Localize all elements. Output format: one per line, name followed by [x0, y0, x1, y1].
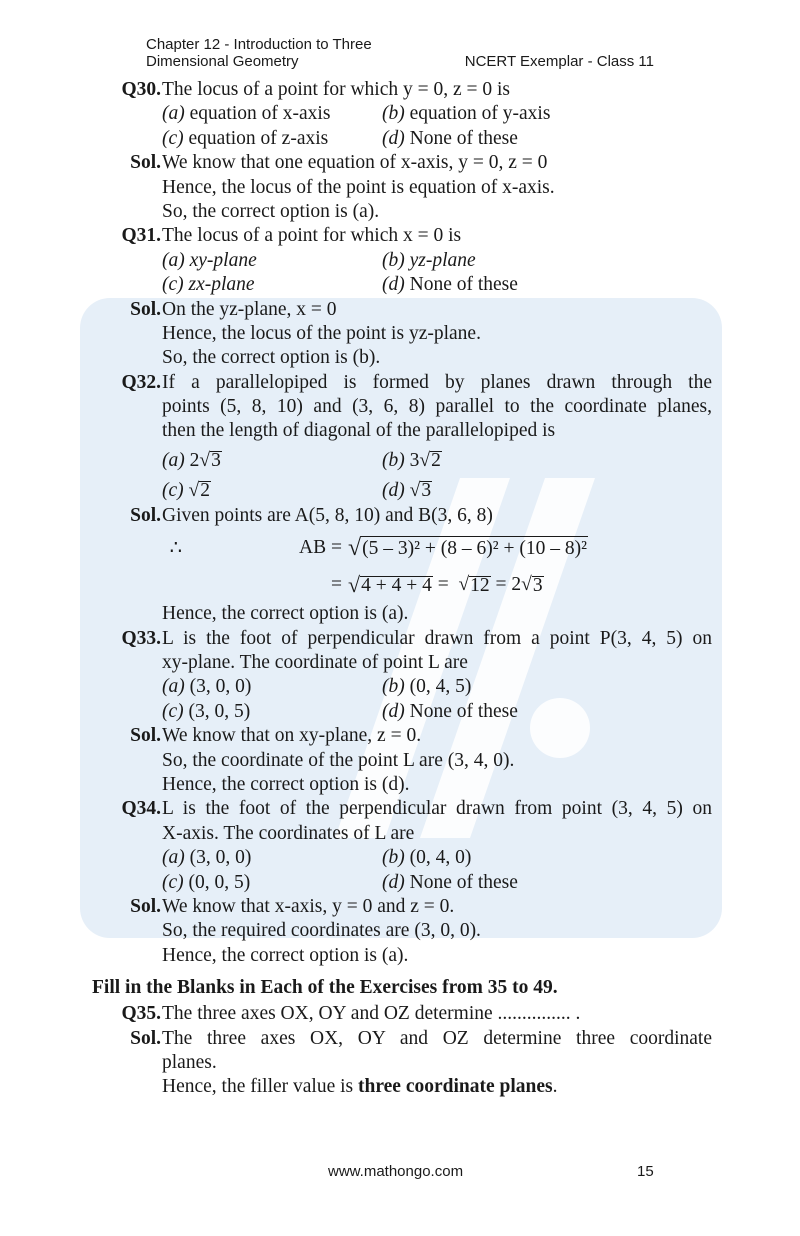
option-a: (a) xy-plane — [162, 249, 257, 271]
equals-sign: = — [331, 574, 342, 596]
q32-options-ab — [92, 444, 712, 474]
option-b: (b) yz-plane — [382, 249, 476, 271]
solution-label: Sol. — [130, 725, 161, 747]
q34-question — [92, 797, 712, 821]
solution-text: Hence, the correct option is (a). — [162, 944, 409, 966]
solution-label: Sol. — [130, 504, 161, 526]
solution-label: Sol. — [130, 1027, 161, 1049]
chapter-title-line1: Chapter 12 - Introduction to Three — [146, 36, 372, 53]
footer-url: www.mathongo.com — [328, 1163, 464, 1180]
radical-expression: 3 — [532, 574, 543, 596]
option-d: (d) None of these — [382, 127, 518, 149]
q31-question — [92, 224, 712, 248]
solution-text: Hence, the locus of the point is equation of x-axis. — [162, 176, 555, 198]
option-a: (a) equation of x-axis — [162, 103, 331, 125]
option-a: (a) (3, 0, 0) — [162, 676, 252, 698]
question-label: Q34. — [121, 798, 161, 820]
solution-text: So, the required coordinates are (3, 0, 0). — [162, 920, 481, 942]
solution-text: So, the correct option is (b). — [162, 347, 381, 369]
equation-line-2: = √ 4 + 4 + 4 = √ 12 = 2 √ 3 — [92, 568, 712, 602]
question-label: Q32. — [121, 371, 161, 393]
question-text: L is the foot of the perpendicular drawn from point (3, 4, 5) on — [162, 798, 712, 820]
solution-text: On the yz-plane, x = 0 — [162, 298, 337, 320]
page-header — [146, 36, 654, 70]
q33-solution — [92, 724, 712, 748]
solution-text: Given points are A(5, 8, 10) and B(3, 6, 8) — [162, 504, 493, 526]
question-text: The locus of a point for which y = 0, z = 0 is — [162, 79, 511, 100]
q31-options-ab — [92, 249, 712, 273]
question-text: X-axis. The coordinates of L are — [162, 822, 415, 844]
chapter-title — [146, 36, 372, 70]
option-b: (b) equation of y-axis — [382, 103, 551, 125]
option-b: (b) (0, 4, 0) — [382, 847, 472, 869]
option-b: (b) (0, 4, 5) — [382, 676, 472, 698]
chapter-title-line2: Dimensional Geometry — [146, 53, 299, 70]
question-text: The locus of a point for which x = 0 is — [162, 225, 462, 247]
solution-text: We know that on xy-plane, z = 0. — [162, 725, 422, 747]
option-d: (d) None of these — [382, 700, 518, 722]
option-c: (c) (0, 0, 5) — [162, 871, 251, 893]
option-a: (a) (3, 0, 0) — [162, 847, 252, 869]
question-text: L is the foot of perpendicular drawn from a point P(3, 4, 5) on — [162, 627, 712, 649]
radical-expression: (5 – 3)² + (8 – 6)² + (10 – 8)² — [362, 537, 587, 559]
solution-label: Sol. — [130, 298, 161, 320]
solution-text: Hence, the correct option is (a). — [162, 603, 409, 625]
q31-options-cd — [92, 273, 712, 297]
q30-options-ab — [92, 102, 712, 126]
q33-options-ab — [92, 675, 712, 699]
question-label: Q31. — [121, 225, 161, 247]
question-text: If a parallelopiped is formed by planes drawn through the — [162, 371, 712, 393]
q35-answer: Hence, the filler value is three coordinate planes. — [162, 1076, 558, 1098]
question-label: Q33. — [121, 627, 161, 649]
solution-text: So, the correct option is (a). — [162, 200, 380, 222]
option-c: (c) √2 — [162, 479, 210, 501]
q35-solution — [92, 1027, 712, 1051]
equation-line-1: ∴ AB = √ (5 – 3)² + (8 – 6)² + (10 – 8)² — [92, 528, 712, 568]
book-title: NCERT Exemplar - Class 11 — [464, 53, 654, 70]
question-text: then the length of diagonal of the parallelopiped is — [162, 420, 556, 442]
q34-options-cd — [92, 871, 712, 895]
option-d: (d) None of these — [382, 871, 518, 893]
option-c: (c) equation of z-axis — [162, 127, 329, 149]
option-b: (b) 3√2 — [382, 449, 441, 471]
answer-highlight: three coordinate planes — [358, 1076, 553, 1098]
section-heading: Fill in the Blanks in Each of the Exercises from 35 to 49. — [92, 977, 558, 999]
page-number: 15 — [637, 1163, 654, 1180]
q32-question — [92, 371, 712, 395]
q30-options-cd — [92, 127, 712, 151]
q32-solution — [92, 504, 712, 528]
solution-label: Sol. — [130, 895, 161, 917]
solution-text: We know that one equation of x-axis, y = 0, z = 0 — [162, 152, 548, 174]
q35-question — [92, 1002, 712, 1026]
q30-solution — [92, 151, 712, 175]
solution-text: So, the coordinate of the point L are (3, 4, 0). — [162, 749, 515, 771]
option-d: (d) √3 — [382, 479, 432, 501]
radical-expression: 12 — [470, 574, 490, 596]
question-label: Q35. — [121, 1003, 161, 1025]
q31-solution — [92, 298, 712, 322]
solution-text: Hence, the correct option is (d). — [162, 773, 410, 795]
solution-text: The three axes OX, OY and OZ determine three coordinate — [162, 1027, 712, 1049]
equation-lhs: AB = — [299, 537, 342, 559]
q33-options-cd — [92, 700, 712, 724]
solution-text: planes. — [162, 1051, 217, 1073]
page-content — [92, 78, 712, 1100]
question-text: xy-plane. The coordinate of point L are — [162, 652, 468, 674]
q32-options-cd — [92, 474, 712, 504]
option-c: (c) (3, 0, 5) — [162, 700, 251, 722]
q33-question — [92, 627, 712, 651]
solution-text: We know that x-axis, y = 0 and z = 0. — [162, 895, 455, 917]
option-a: (a) 2√3 — [162, 449, 221, 471]
option-c: (c) zx-plane — [162, 274, 255, 296]
question-label: Q30. — [121, 79, 161, 100]
q30-question — [92, 78, 712, 102]
solution-text: Hence, the locus of the point is yz-plane. — [162, 322, 481, 344]
q34-options-ab — [92, 846, 712, 870]
solution-label: Sol. — [130, 152, 161, 174]
solution-text: Hence, the filler value is — [162, 1076, 358, 1098]
radical-expression: 4 + 4 + 4 — [361, 574, 432, 596]
therefore-symbol: ∴ — [169, 538, 182, 560]
question-text: The three axes OX, OY and OZ determine ............... . — [162, 1003, 581, 1025]
question-text: points (5, 8, 10) and (3, 6, 8) parallel to the coordinate planes, — [162, 396, 712, 418]
option-d: (d) None of these — [382, 274, 518, 296]
q34-solution — [92, 895, 712, 919]
